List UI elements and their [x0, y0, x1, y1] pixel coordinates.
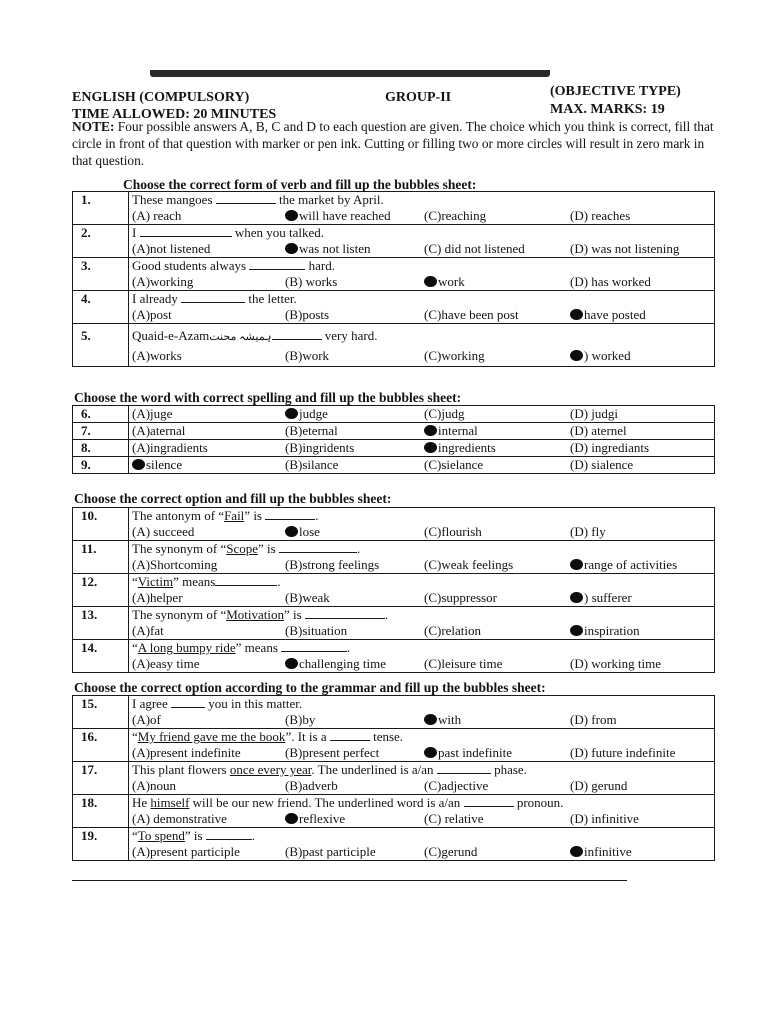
question-text: Quaid-e-Azamہمیشہ محنت very hard. [132, 328, 378, 343]
option-b[interactable]: judge [285, 406, 328, 422]
question-row [73, 795, 715, 828]
option-b[interactable]: (B)situation [285, 623, 348, 638]
option-b[interactable]: (B)silance [285, 457, 339, 472]
group-label: GROUP-II [385, 90, 452, 105]
question-body [129, 225, 715, 258]
option-a[interactable]: (A)present indefinite [132, 745, 241, 760]
answer-blank [279, 541, 357, 553]
question-text: The synonym of “Motivation” is . [132, 607, 389, 622]
filled-bubble-icon [285, 243, 298, 254]
question-table-grammar [72, 695, 715, 861]
question-body [129, 457, 715, 474]
question-number: 11. [73, 541, 129, 574]
options-row [132, 590, 711, 606]
option-d[interactable]: (D) fly [570, 524, 606, 539]
option-c[interactable]: (C)suppressor [424, 590, 497, 605]
option-d[interactable]: (D) from [570, 712, 617, 727]
urdu-handwritten-note: ہمیشہ محنت [209, 331, 272, 343]
option-a[interactable]: (A)aternal [132, 423, 186, 438]
option-d[interactable]: (D) ingrediants [570, 440, 650, 455]
answer-blank [171, 696, 205, 708]
question-text: “My friend gave me the book”. It is a tense. [132, 729, 404, 744]
question-row [73, 192, 715, 225]
option-b[interactable]: (B)work [285, 348, 330, 363]
question-number: 17. [73, 762, 129, 795]
filled-bubble-icon [570, 625, 583, 636]
options-row [132, 307, 711, 323]
option-d[interactable]: (D) judgi [570, 406, 619, 421]
options-row [132, 348, 711, 364]
answer-blank [181, 291, 245, 303]
section-title-vocabulary: Choose the correct option and fill up the bubbles sheet: [74, 491, 392, 506]
option-c[interactable]: with [424, 712, 461, 728]
option-c[interactable]: (C)flourish [424, 524, 482, 539]
question-body [129, 258, 715, 291]
max-marks-label: MAX. MARKS: 19 [550, 102, 665, 117]
option-a[interactable]: (A) succeed [132, 524, 195, 539]
option-c[interactable]: (C)reaching [424, 208, 487, 223]
options-row [132, 745, 711, 761]
option-d[interactable]: infinitive [570, 844, 632, 860]
filled-bubble-icon [424, 425, 437, 436]
question-body [129, 406, 715, 423]
question-row [73, 457, 715, 474]
question-table-verbs [72, 191, 715, 367]
option-d[interactable]: have posted [570, 307, 646, 323]
question-row [73, 258, 715, 291]
option-a[interactable]: (A)not listened [132, 241, 211, 256]
question-number: 1. [73, 192, 129, 225]
options-row [132, 241, 711, 257]
option-b[interactable]: (B)strong feelings [285, 557, 380, 572]
question-text: This plant flowers once every year. The underlined is a/an phase. [132, 762, 527, 777]
question-number: 8. [73, 440, 129, 457]
question-number: 7. [73, 423, 129, 440]
option-d[interactable]: inspiration [570, 623, 640, 639]
question-body [129, 324, 715, 367]
question-number: 18. [73, 795, 129, 828]
options-row [132, 423, 711, 439]
question-text: These mangoes the market by April. [132, 192, 384, 207]
option-d[interactable]: (D) infinitive [570, 811, 639, 826]
option-c[interactable]: (C)relation [424, 623, 482, 638]
option-a[interactable]: (A)fat [132, 623, 164, 638]
question-text: I already the letter. [132, 291, 297, 306]
question-text: “A long bumpy ride” means . [132, 640, 351, 655]
option-c[interactable]: (C)gerund [424, 844, 478, 859]
question-number: 15. [73, 696, 129, 729]
option-c[interactable]: (C)leisure time [424, 656, 503, 671]
question-row [73, 423, 715, 440]
option-d[interactable]: (D) aternel [570, 423, 627, 438]
option-c[interactable]: internal [424, 423, 478, 439]
option-d[interactable]: (D) gerund [570, 778, 628, 793]
option-c[interactable]: (C) did not listened [424, 241, 525, 256]
option-a[interactable]: (A)working [132, 274, 194, 289]
answer-blank [281, 640, 347, 652]
question-row [73, 406, 715, 423]
option-c[interactable]: (C)weak feelings [424, 557, 514, 572]
question-row [73, 291, 715, 324]
options-row [132, 406, 711, 422]
option-b[interactable]: (B) works [285, 274, 338, 289]
filled-bubble-icon [132, 459, 145, 470]
options-row [132, 440, 711, 456]
filled-bubble-icon [285, 658, 298, 669]
option-b[interactable]: was not listen [285, 241, 371, 257]
options-row [132, 557, 711, 573]
question-body [129, 729, 715, 762]
question-body [129, 574, 715, 607]
filled-bubble-icon [570, 846, 583, 857]
question-body [129, 795, 715, 828]
option-b[interactable]: (B)posts [285, 307, 330, 322]
option-d[interactable]: (D) working time [570, 656, 661, 671]
instructions-note [72, 118, 722, 169]
question-text: The antonym of “Fail” is . [132, 508, 319, 523]
options-row [132, 778, 711, 794]
section-title-verbs: Choose the correct form of verb and fill up the bubbles sheet: [123, 177, 477, 192]
question-body [129, 440, 715, 457]
question-text: I when you talked. [132, 225, 325, 240]
option-c[interactable]: work [424, 274, 465, 290]
question-row [73, 729, 715, 762]
option-b[interactable]: (B)eternal [285, 423, 338, 438]
option-d[interactable]: range of activities [570, 557, 677, 573]
question-body [129, 828, 715, 861]
question-body [129, 192, 715, 225]
section-title-grammar: Choose the correct option according to the grammar and fill up the bubbles sheet: [74, 680, 546, 695]
answer-blank [206, 828, 252, 840]
question-row [73, 324, 715, 367]
question-row [73, 640, 715, 673]
question-body [129, 696, 715, 729]
question-row [73, 225, 715, 258]
option-b[interactable]: (B)weak [285, 590, 330, 605]
option-c[interactable]: (C) relative [424, 811, 484, 826]
question-body [129, 508, 715, 541]
filled-bubble-icon [570, 309, 583, 320]
question-body [129, 291, 715, 324]
question-number: 4. [73, 291, 129, 324]
option-b[interactable]: (B)present perfect [285, 745, 380, 760]
answer-blank [437, 762, 491, 774]
question-table-vocabulary [72, 507, 715, 673]
option-a[interactable]: (A)Shortcoming [132, 557, 218, 572]
filled-bubble-icon [570, 350, 583, 361]
question-text: I agree you in this matter. [132, 696, 303, 711]
subject-label: ENGLISH (COMPULSORY) [72, 90, 250, 105]
option-d[interactable]: ) worked [570, 348, 631, 364]
question-number: 14. [73, 640, 129, 673]
option-c[interactable]: (C)adjective [424, 778, 489, 793]
option-c[interactable]: (C)judg [424, 406, 465, 421]
options-row [132, 208, 711, 224]
note-text: Four possible answers A, B, C and D to each question are given. The choice which you think is correct, fill that circle in front of that question with marker or pen ink. Cutting or filling two or more circles will result in zero mark in that question. [72, 119, 714, 168]
options-row [132, 712, 711, 728]
question-row [73, 696, 715, 729]
option-a[interactable]: (A) reach [132, 208, 182, 223]
question-number: 16. [73, 729, 129, 762]
question-row [73, 541, 715, 574]
answer-blank [216, 192, 276, 204]
option-b[interactable]: challenging time [285, 656, 386, 672]
question-body [129, 640, 715, 673]
option-d[interactable]: (D) has worked [570, 274, 651, 289]
option-b[interactable]: (B)ingridents [285, 440, 355, 455]
answer-blank [265, 508, 315, 520]
option-c[interactable]: (C)have been post [424, 307, 519, 322]
question-body [129, 541, 715, 574]
filled-bubble-icon [424, 714, 437, 725]
options-row [132, 623, 711, 639]
option-b[interactable]: (B)by [285, 712, 316, 727]
options-row [132, 656, 711, 672]
option-b[interactable]: will have reached [285, 208, 391, 224]
option-a[interactable]: (A)ingradients [132, 440, 208, 455]
option-d[interactable]: (D) sialence [570, 457, 634, 472]
option-a[interactable]: (A)present participle [132, 844, 240, 859]
question-number: 19. [73, 828, 129, 861]
question-text: “Victim” means . [132, 574, 281, 589]
options-row [132, 457, 711, 473]
option-c[interactable]: (C)working [424, 348, 485, 363]
answer-blank [215, 574, 277, 586]
answer-blank [140, 225, 232, 237]
question-number: 12. [73, 574, 129, 607]
question-body [129, 607, 715, 640]
question-number: 6. [73, 406, 129, 423]
option-a[interactable]: (A)juge [132, 406, 173, 421]
option-d[interactable]: ) sufferer [570, 590, 632, 606]
question-number: 5. [73, 324, 129, 367]
option-c[interactable]: (C)sielance [424, 457, 484, 472]
question-body [129, 762, 715, 795]
footer-rule [72, 880, 627, 881]
option-a[interactable]: (A)easy time [132, 656, 200, 671]
filled-bubble-icon [285, 210, 298, 221]
question-text: “To spend” is . [132, 828, 256, 843]
options-row [132, 844, 711, 860]
question-row [73, 607, 715, 640]
filled-bubble-icon [285, 526, 298, 537]
question-text: He himself will be our new friend. The underlined word is a/an pronoun. [132, 795, 564, 810]
option-d[interactable]: (D) future indefinite [570, 745, 676, 760]
question-number: 9. [73, 457, 129, 474]
question-row [73, 440, 715, 457]
time-allowed-label: TIME ALLOWED: 20 MINUTES [72, 107, 277, 122]
option-b[interactable]: (B)past participle [285, 844, 376, 859]
question-table-spelling [72, 405, 715, 474]
option-a[interactable]: (A)post [132, 307, 172, 322]
section-title-spelling: Choose the word with correct spelling and fill up the bubbles sheet: [74, 390, 462, 405]
question-row [73, 828, 715, 861]
option-d[interactable]: (D) was not listening [570, 241, 680, 256]
question-row [73, 574, 715, 607]
filled-bubble-icon [285, 408, 298, 419]
options-row [132, 274, 711, 290]
question-text: The synonym of “Scope” is . [132, 541, 361, 556]
options-row [132, 524, 711, 540]
options-row [132, 811, 711, 827]
filled-bubble-icon [570, 559, 583, 570]
answer-blank [464, 795, 514, 807]
option-a[interactable]: (A)noun [132, 778, 177, 793]
answer-blank [305, 607, 385, 619]
question-number: 10. [73, 508, 129, 541]
question-body [129, 423, 715, 440]
note-label: NOTE: [72, 119, 115, 134]
option-b[interactable]: (B)adverb [285, 778, 338, 793]
option-a[interactable]: (A)of [132, 712, 161, 727]
question-number: 13. [73, 607, 129, 640]
answer-blank [249, 258, 305, 270]
question-number: 2. [73, 225, 129, 258]
option-a[interactable]: (A)helper [132, 590, 183, 605]
option-d[interactable]: (D) reaches [570, 208, 631, 223]
option-c[interactable]: ingredients [424, 440, 496, 456]
option-c[interactable]: past indefinite [424, 745, 512, 761]
question-row [73, 508, 715, 541]
answer-blank [330, 729, 370, 741]
filled-bubble-icon [424, 747, 437, 758]
filled-bubble-icon [285, 813, 298, 824]
option-a[interactable]: (A) demonstrative [132, 811, 227, 826]
option-b[interactable]: reflexive [285, 811, 345, 827]
question-text: Good students always hard. [132, 258, 335, 273]
filled-bubble-icon [424, 276, 437, 287]
question-number: 3. [73, 258, 129, 291]
question-row [73, 762, 715, 795]
paper-type-label: (OBJECTIVE TYPE) [550, 84, 681, 99]
cropped-top-heading [150, 70, 550, 78]
filled-bubble-icon [424, 442, 437, 453]
option-b[interactable]: lose [285, 524, 320, 540]
option-a[interactable]: silence [132, 457, 182, 473]
answer-blank [272, 328, 322, 340]
filled-bubble-icon [570, 592, 583, 603]
option-a[interactable]: (A)works [132, 348, 182, 363]
